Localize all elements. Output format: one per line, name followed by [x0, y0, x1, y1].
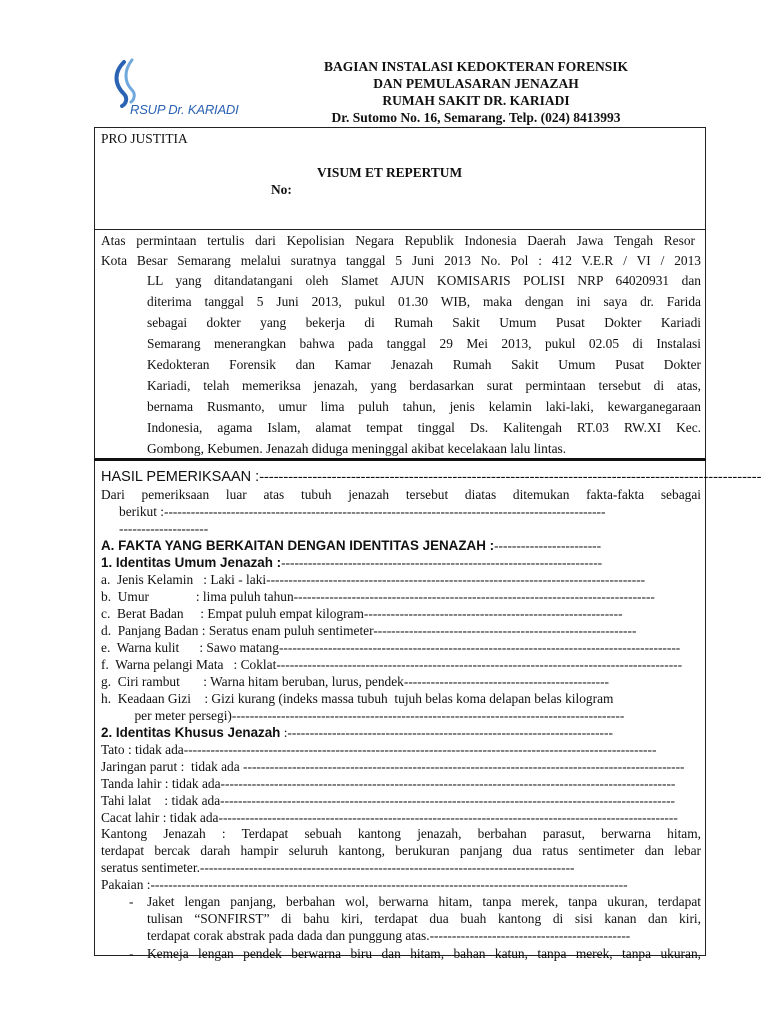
intro-line: Gombong, Kebumen. Jenazah diduga meninggal akibat kecelakaan lalu lintas.: [147, 441, 567, 456]
document-number-label: No:: [271, 182, 292, 197]
body-bag-description: seratus sentimeter.------------------------------------------------------------------------------------: [101, 860, 575, 875]
identity-item: c. Berat Badan : Empat puluh empat kilogram----------------------------------------------------------: [101, 606, 623, 621]
special-item: Cacat lahir : tidak ada-------------------------------------------------------------------------------------------------------: [101, 810, 678, 825]
identity-special-heading: 2. Identitas Khusus Jenazah :-------------------------------------------------------------------------: [101, 725, 613, 740]
title-box: [94, 127, 706, 230]
letterhead-line-2: DAN PEMULASARAN JENAZAH: [373, 76, 579, 91]
pro-justitia-label: PRO JUSTITIA: [101, 131, 188, 146]
intro-line: Kedokteran Forensik dan Kamar Jenazah Rumah Sakit Umum Pusat Dokter: [147, 357, 701, 372]
identity-item: a. Jenis Kelamin : Laki - laki-------------------------------------------------------------------------------------: [101, 572, 646, 587]
clothing-heading: Pakaian :-----------------------------------------------------------------------------------------------------------: [101, 877, 628, 892]
identity-general-heading: 1. Identitas Umum Jenazah :------------------------------------------------------------------------: [101, 555, 603, 570]
clothing-item-line: tulisan “SONFIRST” di bahu kiri, terdapat dua buah kantong di sisi kanan dan kiri,: [147, 911, 701, 926]
intro-line: sebagai dokter yang bekerja di Rumah Sakit Umum Pusat Dokter Kariadi: [147, 315, 701, 330]
intro-line: diterima tanggal 5 Juni 2013, pukul 01.30 WIB, maka dengan ini saya dr. Farida: [147, 294, 701, 309]
intro-line: Kariadi, telah memeriksa jenazah, yang berdasarkan surat permintaan tersebut di atas,: [147, 378, 701, 393]
clothing-bullet: -: [129, 946, 134, 961]
body-bag-description: Kantong Jenazah : Terdapat sebuah kantong jenazah, berbahan parasut, berwarna hitam,: [101, 826, 701, 841]
results-intro: --------------------: [119, 521, 209, 536]
intro-line: Kota Besar Semarang melalui suratnya tanggal 5 Juni 2013 No. Pol : 412 V.E.R / VI / 2013: [101, 253, 701, 268]
letterhead: [266, 58, 686, 126]
body-bag-description: terdapat bercak darah hampir seluruh kantong, berukuran panjang dua ratus sentimeter dan lebar: [101, 843, 701, 858]
identity-item: e. Warna kulit : Sawo matang------------------------------------------------------------------------------------------: [101, 640, 681, 655]
intro-line: Semarang menerangkan bahwa pada tanggal 29 Mei 2013, pukul 02.05 di Instalasi: [147, 336, 701, 351]
results-heading: HASIL PEMERIKSAAN :--------------------------------------------------------------------------------------------------------: [101, 469, 762, 485]
section-a-heading: A. FAKTA YANG BERKAITAN DENGAN IDENTITAS JENAZAH :------------------------: [101, 538, 602, 553]
special-item: Tahi lalat : tidak ada------------------------------------------------------------------------------------------------------: [101, 793, 676, 808]
intro-line: Atas permintaan tertulis dari Kepolisian Negara Republik Indonesia Daerah Jawa Tengah Resor: [101, 233, 695, 248]
intro-line: LL yang ditandatangani oleh Slamet AJUN KOMISARIS POLISI NRP 64020931 dan: [147, 273, 701, 288]
letterhead-line-1: BAGIAN INSTALASI KEDOKTERAN FORENSIK: [324, 59, 628, 74]
logo-text: RSUP Dr. KARIADI: [130, 102, 239, 117]
clothing-bullet: -: [129, 894, 134, 909]
special-item: Tanda lahir : tidak ada------------------------------------------------------------------------------------------------------: [101, 776, 676, 791]
clothing-item-line: Kemeja lengan pendek berwarna biru dan hitam, bahan katun, tanpa merek, tanpa ukuran,: [147, 946, 701, 961]
special-item: Tato : tidak ada----------------------------------------------------------------------------------------------------------: [101, 742, 657, 757]
identity-item: h. Keadaan Gizi : Gizi kurang (indeks massa tubuh tujuh belas koma delapan belas kilogram: [101, 691, 614, 706]
results-box: [94, 461, 762, 961]
results-intro: Dari pemeriksaan luar atas tubuh jenazah tersebut diatas ditemukan fakta-fakta sebagai: [101, 487, 701, 502]
identity-item: g. Ciri rambut : Warna hitam beruban, lurus, pendek----------------------------------------------: [101, 674, 609, 689]
logo-mark-icon: [104, 58, 164, 108]
results-intro: berikut :---------------------------------------------------------------------------------------------------: [119, 504, 606, 519]
identity-item: b. Umur : lima puluh tahun---------------------------------------------------------------------------------: [101, 589, 655, 604]
identity-item: d. Panjang Badan : Seratus enam puluh sentimeter-----------------------------------------------------------: [101, 623, 637, 638]
identity-item: per meter persegi)----------------------------------------------------------------------------------------: [101, 708, 625, 723]
special-item: Jaringan parut : tidak ada ---------------------------------------------------------------------------------------------------: [101, 759, 685, 774]
intro-line: Indonesia, agama Islam, alamat tempat tinggal Ds. Kalitengah RT.03 RW.XI Kec.: [147, 420, 701, 435]
document-title: VISUM ET REPERTUM: [317, 165, 463, 180]
intro-line: bernama Rusmanto, umur lima puluh tahun, jenis kelamin laki-laki, kewarganegaraan: [147, 399, 701, 414]
clothing-item-line: terdapat corak abstrak pada dada dan punggung atas.---------------------------------------------: [147, 928, 631, 943]
letterhead-address: Dr. Sutomo No. 16, Semarang. Telp. (024) 8413993: [331, 110, 621, 125]
clothing-item-line: Jaket lengan panjang, berbahan wol, berwarna hitam, tanpa merek, tanpa ukuran, terdapat: [147, 894, 701, 909]
letterhead-line-3: RUMAH SAKIT DR. KARIADI: [382, 93, 570, 108]
identity-item: f. Warna pelangi Mata : Coklat-------------------------------------------------------------------------------------------: [101, 657, 683, 672]
hospital-logo: [104, 58, 244, 124]
intro-box: [94, 229, 706, 461]
